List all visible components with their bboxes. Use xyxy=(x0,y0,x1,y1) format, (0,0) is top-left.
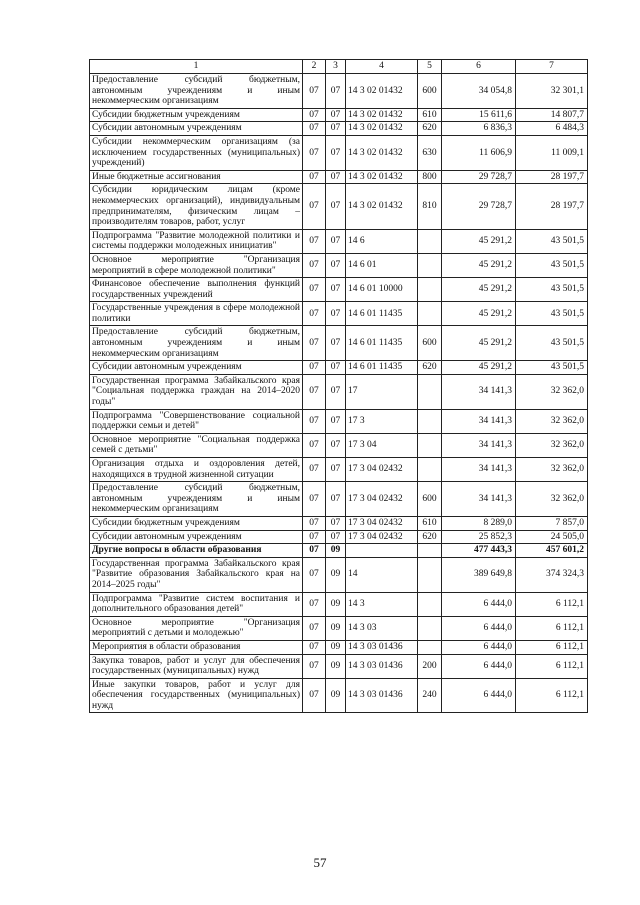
target-article-cell: 14 3 02 01432 xyxy=(346,108,418,122)
subsection-code-cell: 09 xyxy=(326,544,346,558)
expense-type-cell xyxy=(418,616,442,640)
section-code-cell: 07 xyxy=(303,557,326,592)
table-row xyxy=(90,122,588,136)
table-row xyxy=(90,326,588,361)
subsection-code-cell: 07 xyxy=(326,326,346,361)
amount-year1-cell: 29 728,7 xyxy=(442,184,516,229)
expense-type-cell: 810 xyxy=(418,184,442,229)
section-code-cell: 07 xyxy=(303,409,326,433)
expense-type-cell: 600 xyxy=(418,326,442,361)
amount-year1-cell: 6 444,0 xyxy=(442,616,516,640)
row-name-cell: Основное мероприятие "Организация мероприятий в сфере молодежной политики" xyxy=(90,253,303,277)
table-row xyxy=(90,557,588,592)
subsection-code-cell: 07 xyxy=(326,409,346,433)
table-row xyxy=(90,678,588,713)
row-name-cell: Другие вопросы в области образования xyxy=(90,544,303,558)
header-cell: 5 xyxy=(418,60,442,74)
header-cell: 1 xyxy=(90,60,303,74)
target-article-cell: 17 3 xyxy=(346,409,418,433)
amount-year2-cell: 32 362,0 xyxy=(516,409,588,433)
target-article-cell: 14 6 01 11435 xyxy=(346,361,418,375)
amount-year1-cell: 8 289,0 xyxy=(442,516,516,530)
target-article-cell: 14 3 02 01432 xyxy=(346,74,418,109)
amount-year2-cell: 43 501,5 xyxy=(516,361,588,375)
row-name-cell: Субсидии автономным учреждениям xyxy=(90,530,303,544)
target-article-cell: 14 6 xyxy=(346,229,418,253)
expense-type-cell: 620 xyxy=(418,530,442,544)
section-code-cell: 07 xyxy=(303,170,326,184)
table-row xyxy=(90,482,588,517)
section-code-cell: 07 xyxy=(303,640,326,654)
amount-year2-cell: 6 484,3 xyxy=(516,122,588,136)
target-article-cell: 17 3 04 xyxy=(346,433,418,457)
subsection-code-cell: 07 xyxy=(326,135,346,170)
target-article-cell: 14 3 03 01436 xyxy=(346,678,418,713)
expense-type-cell xyxy=(418,557,442,592)
expense-type-cell xyxy=(418,544,442,558)
amount-year1-cell: 6 444,0 xyxy=(442,640,516,654)
table-row xyxy=(90,135,588,170)
subsection-code-cell: 09 xyxy=(326,616,346,640)
section-code-cell: 07 xyxy=(303,530,326,544)
subsection-code-cell: 09 xyxy=(326,678,346,713)
amount-year2-cell: 32 362,0 xyxy=(516,374,588,409)
subsection-code-cell: 07 xyxy=(326,433,346,457)
amount-year1-cell: 34 141,3 xyxy=(442,374,516,409)
subsection-code-cell: 07 xyxy=(326,530,346,544)
expense-type-cell: 800 xyxy=(418,170,442,184)
table-row xyxy=(90,544,588,558)
expense-type-cell: 240 xyxy=(418,678,442,713)
subsection-code-cell: 07 xyxy=(326,361,346,375)
header-row xyxy=(90,60,588,74)
expense-type-cell xyxy=(418,278,442,302)
row-name-cell: Предоставление субсидий бюджетным, автономным учреждениям и иным некоммерческим организациям xyxy=(90,74,303,109)
row-name-cell: Финансовое обеспечение выполнения функций государственных учреждений xyxy=(90,278,303,302)
target-article-cell: 14 3 02 01432 xyxy=(346,135,418,170)
target-article-cell: 17 xyxy=(346,374,418,409)
row-name-cell: Иные бюджетные ассигнования xyxy=(90,170,303,184)
table-row xyxy=(90,640,588,654)
amount-year1-cell: 45 291,2 xyxy=(442,229,516,253)
section-code-cell: 07 xyxy=(303,326,326,361)
subsection-code-cell: 07 xyxy=(326,516,346,530)
amount-year2-cell: 43 501,5 xyxy=(516,302,588,326)
target-article-cell: 14 6 01 10000 xyxy=(346,278,418,302)
row-name-cell: Субсидии бюджетным учреждениям xyxy=(90,108,303,122)
target-article-cell: 14 3 xyxy=(346,592,418,616)
row-name-cell: Мероприятия в области образования xyxy=(90,640,303,654)
amount-year1-cell: 34 141,3 xyxy=(442,458,516,482)
section-code-cell: 07 xyxy=(303,458,326,482)
section-code-cell: 07 xyxy=(303,361,326,375)
subsection-code-cell: 09 xyxy=(326,640,346,654)
expense-type-cell xyxy=(418,592,442,616)
table-row xyxy=(90,108,588,122)
amount-year1-cell: 6 444,0 xyxy=(442,678,516,713)
expense-type-cell: 610 xyxy=(418,516,442,530)
table-row xyxy=(90,409,588,433)
target-article-cell: 14 3 03 xyxy=(346,616,418,640)
amount-year1-cell: 389 649,8 xyxy=(442,557,516,592)
row-name-cell: Субсидии автономным учреждениям xyxy=(90,122,303,136)
expense-type-cell xyxy=(418,253,442,277)
amount-year2-cell: 11 009,1 xyxy=(516,135,588,170)
row-name-cell: Государственные учреждения в сфере молодежной политики xyxy=(90,302,303,326)
expense-type-cell: 600 xyxy=(418,74,442,109)
target-article-cell: 17 3 04 02432 xyxy=(346,458,418,482)
target-article-cell: 17 3 04 02432 xyxy=(346,516,418,530)
section-code-cell: 07 xyxy=(303,516,326,530)
subsection-code-cell: 07 xyxy=(326,122,346,136)
subsection-code-cell: 07 xyxy=(326,302,346,326)
subsection-code-cell: 07 xyxy=(326,374,346,409)
amount-year1-cell: 477 443,3 xyxy=(442,544,516,558)
table-row xyxy=(90,302,588,326)
subsection-code-cell: 07 xyxy=(326,482,346,517)
amount-year1-cell: 34 141,3 xyxy=(442,433,516,457)
section-code-cell: 07 xyxy=(303,74,326,109)
target-article-cell: 14 3 02 01432 xyxy=(346,184,418,229)
amount-year1-cell: 45 291,2 xyxy=(442,361,516,375)
target-article-cell: 14 6 01 xyxy=(346,253,418,277)
section-code-cell: 07 xyxy=(303,122,326,136)
amount-year2-cell: 457 601,2 xyxy=(516,544,588,558)
amount-year2-cell: 14 807,7 xyxy=(516,108,588,122)
amount-year2-cell: 32 362,0 xyxy=(516,433,588,457)
amount-year1-cell: 34 054,8 xyxy=(442,74,516,109)
header-cell: 2 xyxy=(303,60,326,74)
row-name-cell: Субсидии автономным учреждениям xyxy=(90,361,303,375)
expense-type-cell xyxy=(418,409,442,433)
amount-year1-cell: 45 291,2 xyxy=(442,326,516,361)
subsection-code-cell: 07 xyxy=(326,184,346,229)
row-name-cell: Предоставление субсидий бюджетным, автономным учреждениям и иным некоммерческим организациям xyxy=(90,482,303,517)
amount-year2-cell: 6 112,1 xyxy=(516,592,588,616)
amount-year2-cell: 28 197,7 xyxy=(516,184,588,229)
row-name-cell: Закупка товаров, работ и услуг для обеспечения государственных (муниципальных) нужд xyxy=(90,654,303,678)
subsection-code-cell: 09 xyxy=(326,654,346,678)
amount-year2-cell: 43 501,5 xyxy=(516,229,588,253)
amount-year2-cell: 43 501,5 xyxy=(516,278,588,302)
table-row xyxy=(90,184,588,229)
budget-table xyxy=(89,59,588,713)
amount-year2-cell: 6 112,1 xyxy=(516,678,588,713)
table-body xyxy=(90,74,588,713)
row-name-cell: Государственная программа Забайкальского края "Развитие образования Забайкальского края на 2014–2025 годы" xyxy=(90,557,303,592)
table-row xyxy=(90,278,588,302)
expense-type-cell: 600 xyxy=(418,482,442,517)
amount-year2-cell: 6 112,1 xyxy=(516,640,588,654)
table-row xyxy=(90,616,588,640)
amount-year2-cell: 6 112,1 xyxy=(516,654,588,678)
section-code-cell: 07 xyxy=(303,374,326,409)
subsection-code-cell: 07 xyxy=(326,108,346,122)
target-article-cell: 14 3 02 01432 xyxy=(346,122,418,136)
section-code-cell: 07 xyxy=(303,278,326,302)
amount-year2-cell: 24 505,0 xyxy=(516,530,588,544)
table-row xyxy=(90,74,588,109)
table-row xyxy=(90,361,588,375)
section-code-cell: 07 xyxy=(303,592,326,616)
expense-type-cell xyxy=(418,458,442,482)
target-article-cell: 14 3 03 01436 xyxy=(346,640,418,654)
row-name-cell: Подпрограмма "Развитие молодежной политики и системы поддержки молодежных инициатив" xyxy=(90,229,303,253)
table-row xyxy=(90,253,588,277)
amount-year1-cell: 45 291,2 xyxy=(442,253,516,277)
subsection-code-cell: 07 xyxy=(326,278,346,302)
table-row xyxy=(90,592,588,616)
header-cell: 3 xyxy=(326,60,346,74)
section-code-cell: 07 xyxy=(303,433,326,457)
expense-type-cell: 630 xyxy=(418,135,442,170)
table-row xyxy=(90,374,588,409)
subsection-code-cell: 07 xyxy=(326,253,346,277)
expense-type-cell: 620 xyxy=(418,122,442,136)
table-row xyxy=(90,433,588,457)
row-name-cell: Субсидии юридическим лицам (кроме некоммерческих организаций), индивидуальным предпринимателям, физическим лицам – производителям товаров, работ, услуг xyxy=(90,184,303,229)
amount-year1-cell: 6 444,0 xyxy=(442,654,516,678)
subsection-code-cell: 07 xyxy=(326,74,346,109)
section-code-cell: 07 xyxy=(303,184,326,229)
header-cell: 7 xyxy=(516,60,588,74)
row-name-cell: Государственная программа Забайкальского края "Социальная поддержка граждан на 2014–2020 годы" xyxy=(90,374,303,409)
section-code-cell: 07 xyxy=(303,253,326,277)
target-article-cell: 14 6 01 11435 xyxy=(346,326,418,361)
amount-year2-cell: 7 857,0 xyxy=(516,516,588,530)
amount-year1-cell: 45 291,2 xyxy=(442,278,516,302)
section-code-cell: 07 xyxy=(303,229,326,253)
section-code-cell: 07 xyxy=(303,678,326,713)
amount-year1-cell: 6 836,3 xyxy=(442,122,516,136)
row-name-cell: Основное мероприятие "Социальная поддержка семей с детьми" xyxy=(90,433,303,457)
row-name-cell: Иные закупки товаров, работ и услуг для обеспечения государственных (муниципальных) нужд xyxy=(90,678,303,713)
amount-year2-cell: 32 362,0 xyxy=(516,482,588,517)
section-code-cell: 07 xyxy=(303,135,326,170)
table-row xyxy=(90,458,588,482)
amount-year1-cell: 45 291,2 xyxy=(442,302,516,326)
subsection-code-cell: 07 xyxy=(326,458,346,482)
subsection-code-cell: 07 xyxy=(326,170,346,184)
section-code-cell: 07 xyxy=(303,616,326,640)
amount-year2-cell: 32 362,0 xyxy=(516,458,588,482)
expense-type-cell xyxy=(418,433,442,457)
row-name-cell: Основное мероприятие "Организация мероприятий с детьми и молодежью" xyxy=(90,616,303,640)
table-row xyxy=(90,530,588,544)
expense-type-cell: 610 xyxy=(418,108,442,122)
amount-year2-cell: 374 324,3 xyxy=(516,557,588,592)
amount-year1-cell: 25 852,3 xyxy=(442,530,516,544)
amount-year2-cell: 32 301,1 xyxy=(516,74,588,109)
amount-year2-cell: 43 501,5 xyxy=(516,253,588,277)
header-cell: 6 xyxy=(442,60,516,74)
expense-type-cell xyxy=(418,302,442,326)
table-row xyxy=(90,170,588,184)
row-name-cell: Подпрограмма "Развитие систем воспитания и дополнительного образования детей" xyxy=(90,592,303,616)
target-article-cell: 17 3 04 02432 xyxy=(346,482,418,517)
target-article-cell: 14 3 03 01436 xyxy=(346,654,418,678)
section-code-cell: 07 xyxy=(303,302,326,326)
target-article-cell: 14 3 02 01432 xyxy=(346,170,418,184)
expense-type-cell: 620 xyxy=(418,361,442,375)
target-article-cell: 14 6 01 11435 xyxy=(346,302,418,326)
expense-type-cell: 200 xyxy=(418,654,442,678)
section-code-cell: 07 xyxy=(303,654,326,678)
target-article-cell: 17 3 04 02432 xyxy=(346,530,418,544)
section-code-cell: 07 xyxy=(303,108,326,122)
amount-year1-cell: 34 141,3 xyxy=(442,482,516,517)
amount-year2-cell: 43 501,5 xyxy=(516,326,588,361)
target-article-cell xyxy=(346,544,418,558)
amount-year1-cell: 6 444,0 xyxy=(442,592,516,616)
amount-year1-cell: 15 611,6 xyxy=(442,108,516,122)
amount-year2-cell: 6 112,1 xyxy=(516,616,588,640)
expense-type-cell xyxy=(418,229,442,253)
amount-year1-cell: 11 606,9 xyxy=(442,135,516,170)
amount-year1-cell: 29 728,7 xyxy=(442,170,516,184)
amount-year1-cell: 34 141,3 xyxy=(442,409,516,433)
expense-type-cell xyxy=(418,374,442,409)
section-code-cell: 07 xyxy=(303,482,326,517)
subsection-code-cell: 07 xyxy=(326,229,346,253)
table-row xyxy=(90,654,588,678)
amount-year2-cell: 28 197,7 xyxy=(516,170,588,184)
row-name-cell: Предоставление субсидий бюджетным, автономным учреждениям и иным некоммерческим организациям xyxy=(90,326,303,361)
row-name-cell: Субсидии некоммерческим организациям (за исключением государственных (муниципальных) учреждений) xyxy=(90,135,303,170)
expense-type-cell xyxy=(418,640,442,654)
header-cell: 4 xyxy=(346,60,418,74)
table-row xyxy=(90,516,588,530)
section-code-cell: 07 xyxy=(303,544,326,558)
target-article-cell: 14 xyxy=(346,557,418,592)
row-name-cell: Организация отдыха и оздоровления детей, находящихся в трудной жизненной ситуации xyxy=(90,458,303,482)
subsection-code-cell: 09 xyxy=(326,557,346,592)
subsection-code-cell: 09 xyxy=(326,592,346,616)
row-name-cell: Субсидии бюджетным учреждениям xyxy=(90,516,303,530)
row-name-cell: Подпрограмма "Совершенствование социальной поддержки семьи и детей" xyxy=(90,409,303,433)
page-number: 57 xyxy=(313,855,327,870)
table-row xyxy=(90,229,588,253)
